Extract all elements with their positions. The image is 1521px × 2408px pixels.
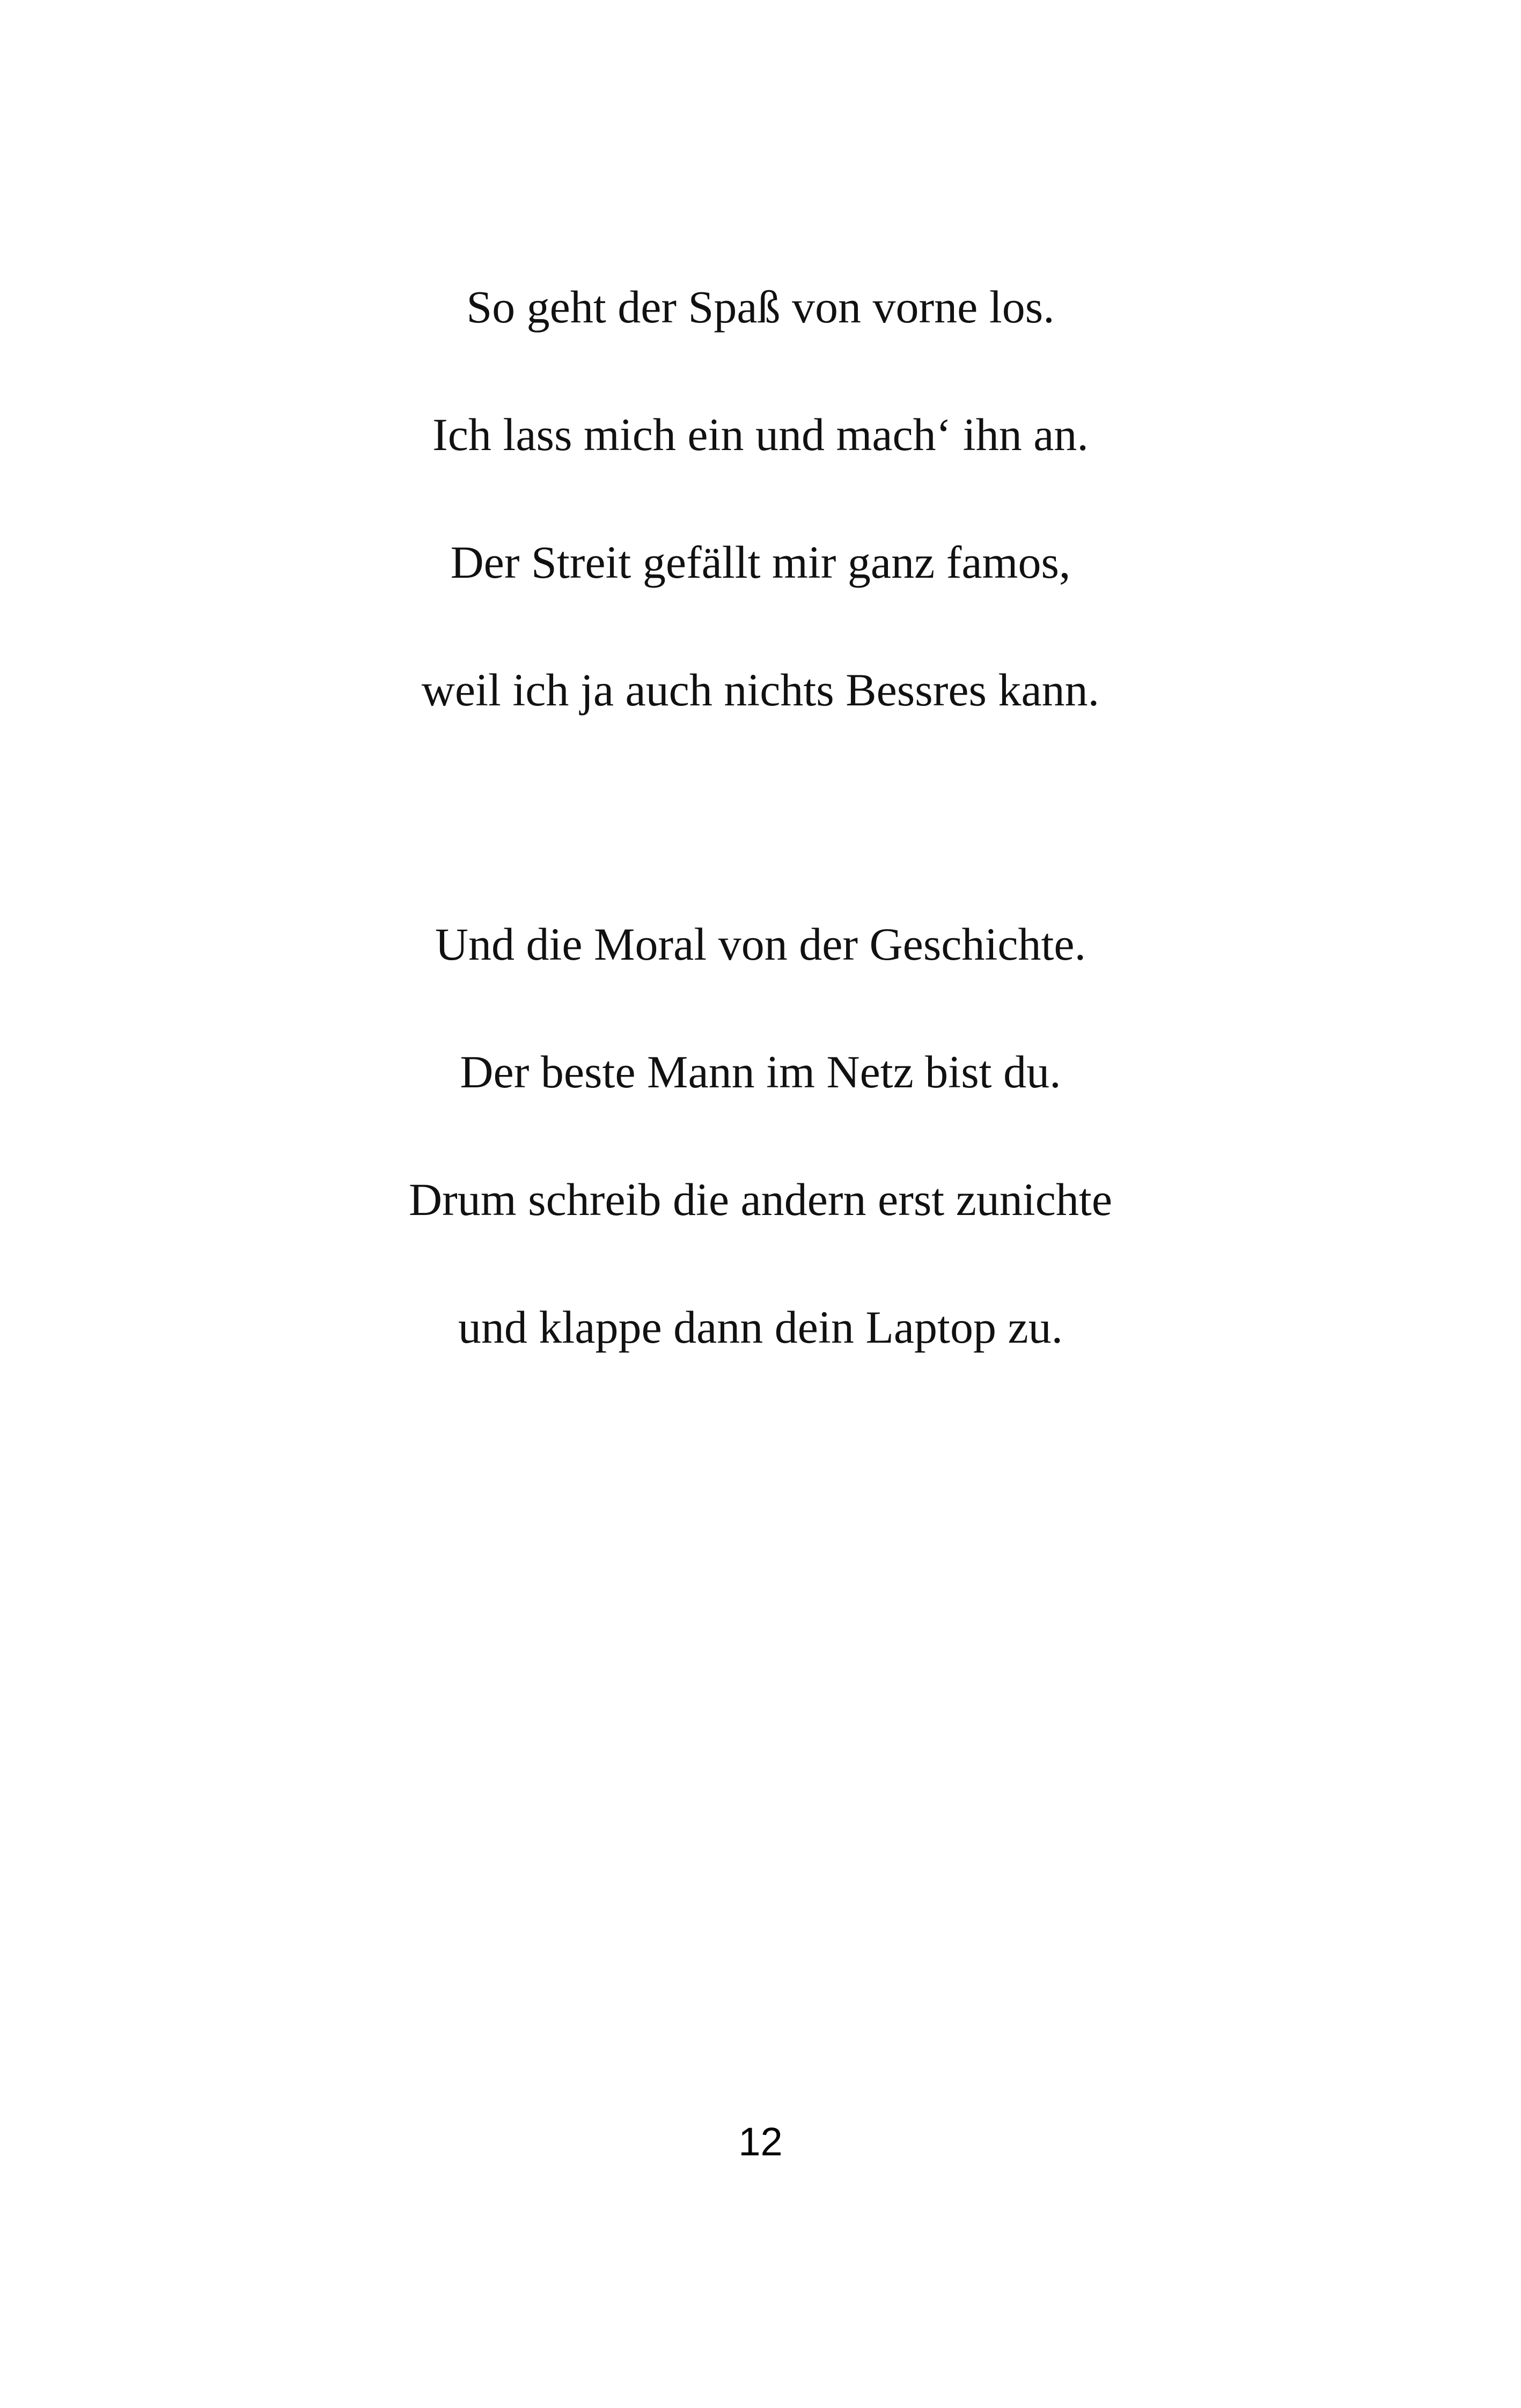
verse-line: Der beste Mann im Netz bist du.: [460, 1046, 1061, 1098]
page-number: 12: [738, 2119, 783, 2164]
verse-line: weil ich ja auch nichts Bessres kann.: [421, 664, 1100, 716]
verse-line: und klappe dann dein Laptop zu.: [458, 1301, 1063, 1353]
verse-line: Der Streit gefällt mir ganz famos,: [450, 536, 1071, 588]
verse-line: Und die Moral von der Geschichte.: [435, 918, 1086, 970]
verse-line: So geht der Spaß von vorne los.: [466, 281, 1055, 333]
verse-line: Ich lass mich ein und mach‘ ihn an.: [432, 409, 1089, 460]
verse-line: Drum schreib die andern erst zunichte: [409, 1174, 1112, 1225]
